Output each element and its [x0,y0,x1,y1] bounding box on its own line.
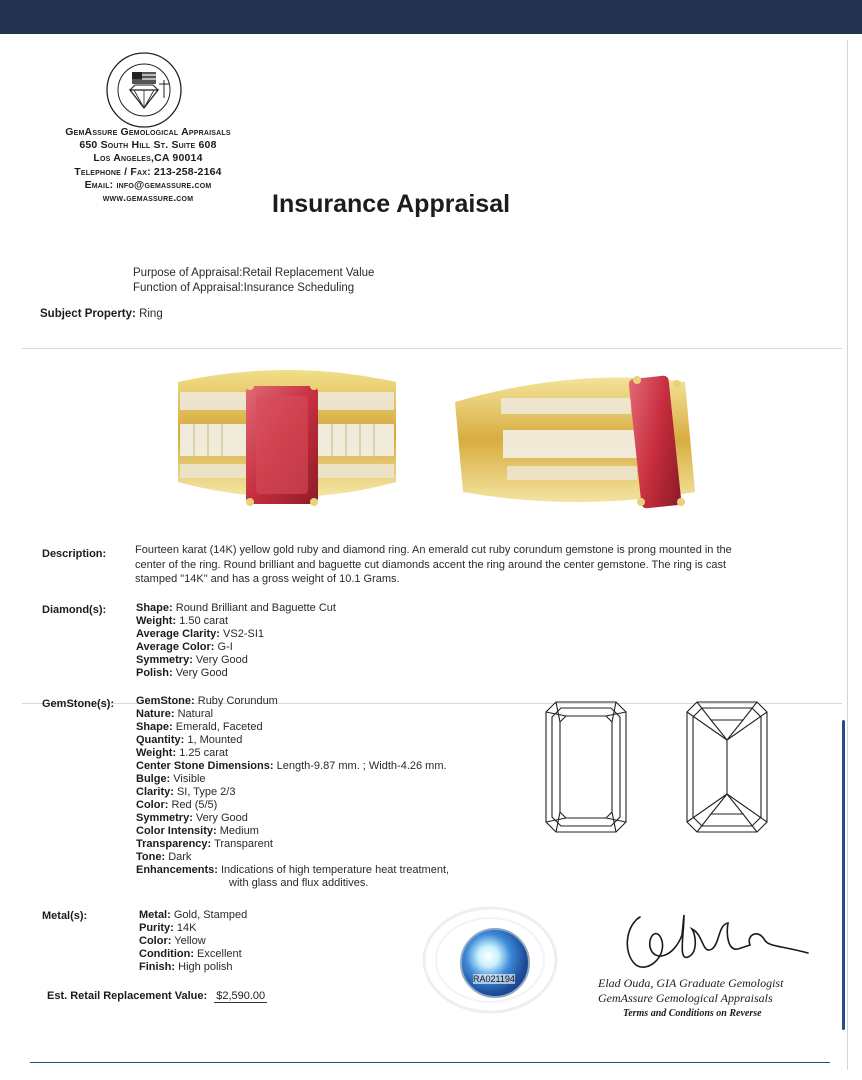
description-text: Fourteen karat (14K) yellow gold ruby and diamond ring. An emerald cut ruby corundum gemstone is prong mounted in the center of the ring. Round brilliant and baguette cut diamonds accent the ring around the center gemstone. The ring is cast stamped "14K" and has a gross weight of 10.1 Grams. [135,544,732,585]
gemstone-color: Color: Red (5/5) [136,799,218,811]
diamond-shape: Shape: Round Brilliant and Baguette Cut [136,602,336,614]
metal-type: Metal: Gold, Stamped [139,909,248,921]
gemstone-tone: Tone: Dark [136,851,192,863]
signer-name: Elad Ouda, GIA Graduate Gemologist [598,976,784,990]
gemassure-seal-logo [104,50,184,130]
diamond-polish: Polish: Very Good [136,667,228,679]
subject-label: Subject Property: [40,308,136,320]
company-address: 650 South Hill St. Suite 608 [79,139,217,152]
gemstone-weight: Weight: 1.25 carat [136,747,229,759]
diamond-symmetry: Symmetry: Very Good [136,654,248,666]
gemstone-enhancements-cont: with glass and flux additives. [229,877,369,889]
emerald-cut-crown-diagram [544,700,628,834]
gemstone-nature: Nature: Natural [136,708,214,720]
gemstone-transparency: Transparency: Transparent [136,838,273,850]
hologram-number: RA021194 [473,974,515,984]
gemstone-enhancements: Enhancements: Indications of high temperature heat treatment, [136,864,450,876]
purpose-line: Purpose of Appraisal:Retail Replacement Value [133,267,375,279]
gemstone-label: GemStone(s): [42,698,115,710]
metal-purity: Purity: 14K [139,922,197,934]
diamond-color: Average Color: G-I [136,641,233,653]
diamonds-label: Diamond(s): [42,604,107,616]
retail-value-row [47,990,267,1002]
metal-finish: Finish: High polish [139,961,233,973]
signer-company: GemAssure Gemological Appraisals [598,991,773,1005]
document-title: Insurance Appraisal [272,190,511,218]
emerald-cut-pavilion-diagram [685,700,769,834]
company-name: GemAssure Gemological Appraisals [65,126,231,138]
gemstone-bulge: Bulge: Visible [136,773,206,785]
gemstone-quantity: Quantity: 1, Mounted [136,734,243,746]
retail-value-label: Est. Retail Replacement Value: [47,990,208,1002]
terms-note: Terms and Conditions on Reverse [623,1008,762,1019]
top-bar [0,0,862,34]
signer-block [598,976,783,1021]
ring-photo-front [172,362,402,507]
gemstone-color-intensity: Color Intensity: Medium [136,825,259,837]
gemstone-type: GemStone: Ruby Corundum [136,695,278,707]
gemologist-signature [618,905,818,975]
retail-value: $2,590.00 [216,990,266,1002]
subject-property [40,308,163,320]
function-line: Function of Appraisal:Insurance Scheduling [133,282,355,294]
subject-value: Ring [139,308,163,320]
company-header [30,126,266,205]
company-phone: Telephone / Fax: 213-258-2164 [74,165,222,178]
metal-label: Metal(s): [42,910,88,922]
diamond-weight: Weight: 1.50 carat [136,615,229,627]
fold-line [22,348,842,349]
metal-color: Color: Yellow [139,935,206,947]
ring-photo-side [455,362,705,512]
hologram-sticker [460,928,530,998]
description-label: Description: [42,548,107,560]
gemstone-clarity: Clarity: SI, Type 2/3 [136,786,236,798]
metal-condition: Condition: Excellent [139,948,242,960]
diamond-clarity: Average Clarity: VS2-SI1 [136,628,264,640]
company-website: www.gemassure.com [102,192,194,205]
company-email: Email: info@gemassure.com [84,178,212,191]
gemstone-symmetry: Symmetry: Very Good [136,812,248,824]
page-edge [30,1062,830,1063]
company-city: Los Angeles,CA 90014 [93,152,203,165]
page-edge [842,720,845,1030]
gemstone-shape: Shape: Emerald, Faceted [136,721,263,733]
gemstone-dimensions: Center Stone Dimensions: Length-9.87 mm. ; Width-4.26 mm. [136,760,447,772]
